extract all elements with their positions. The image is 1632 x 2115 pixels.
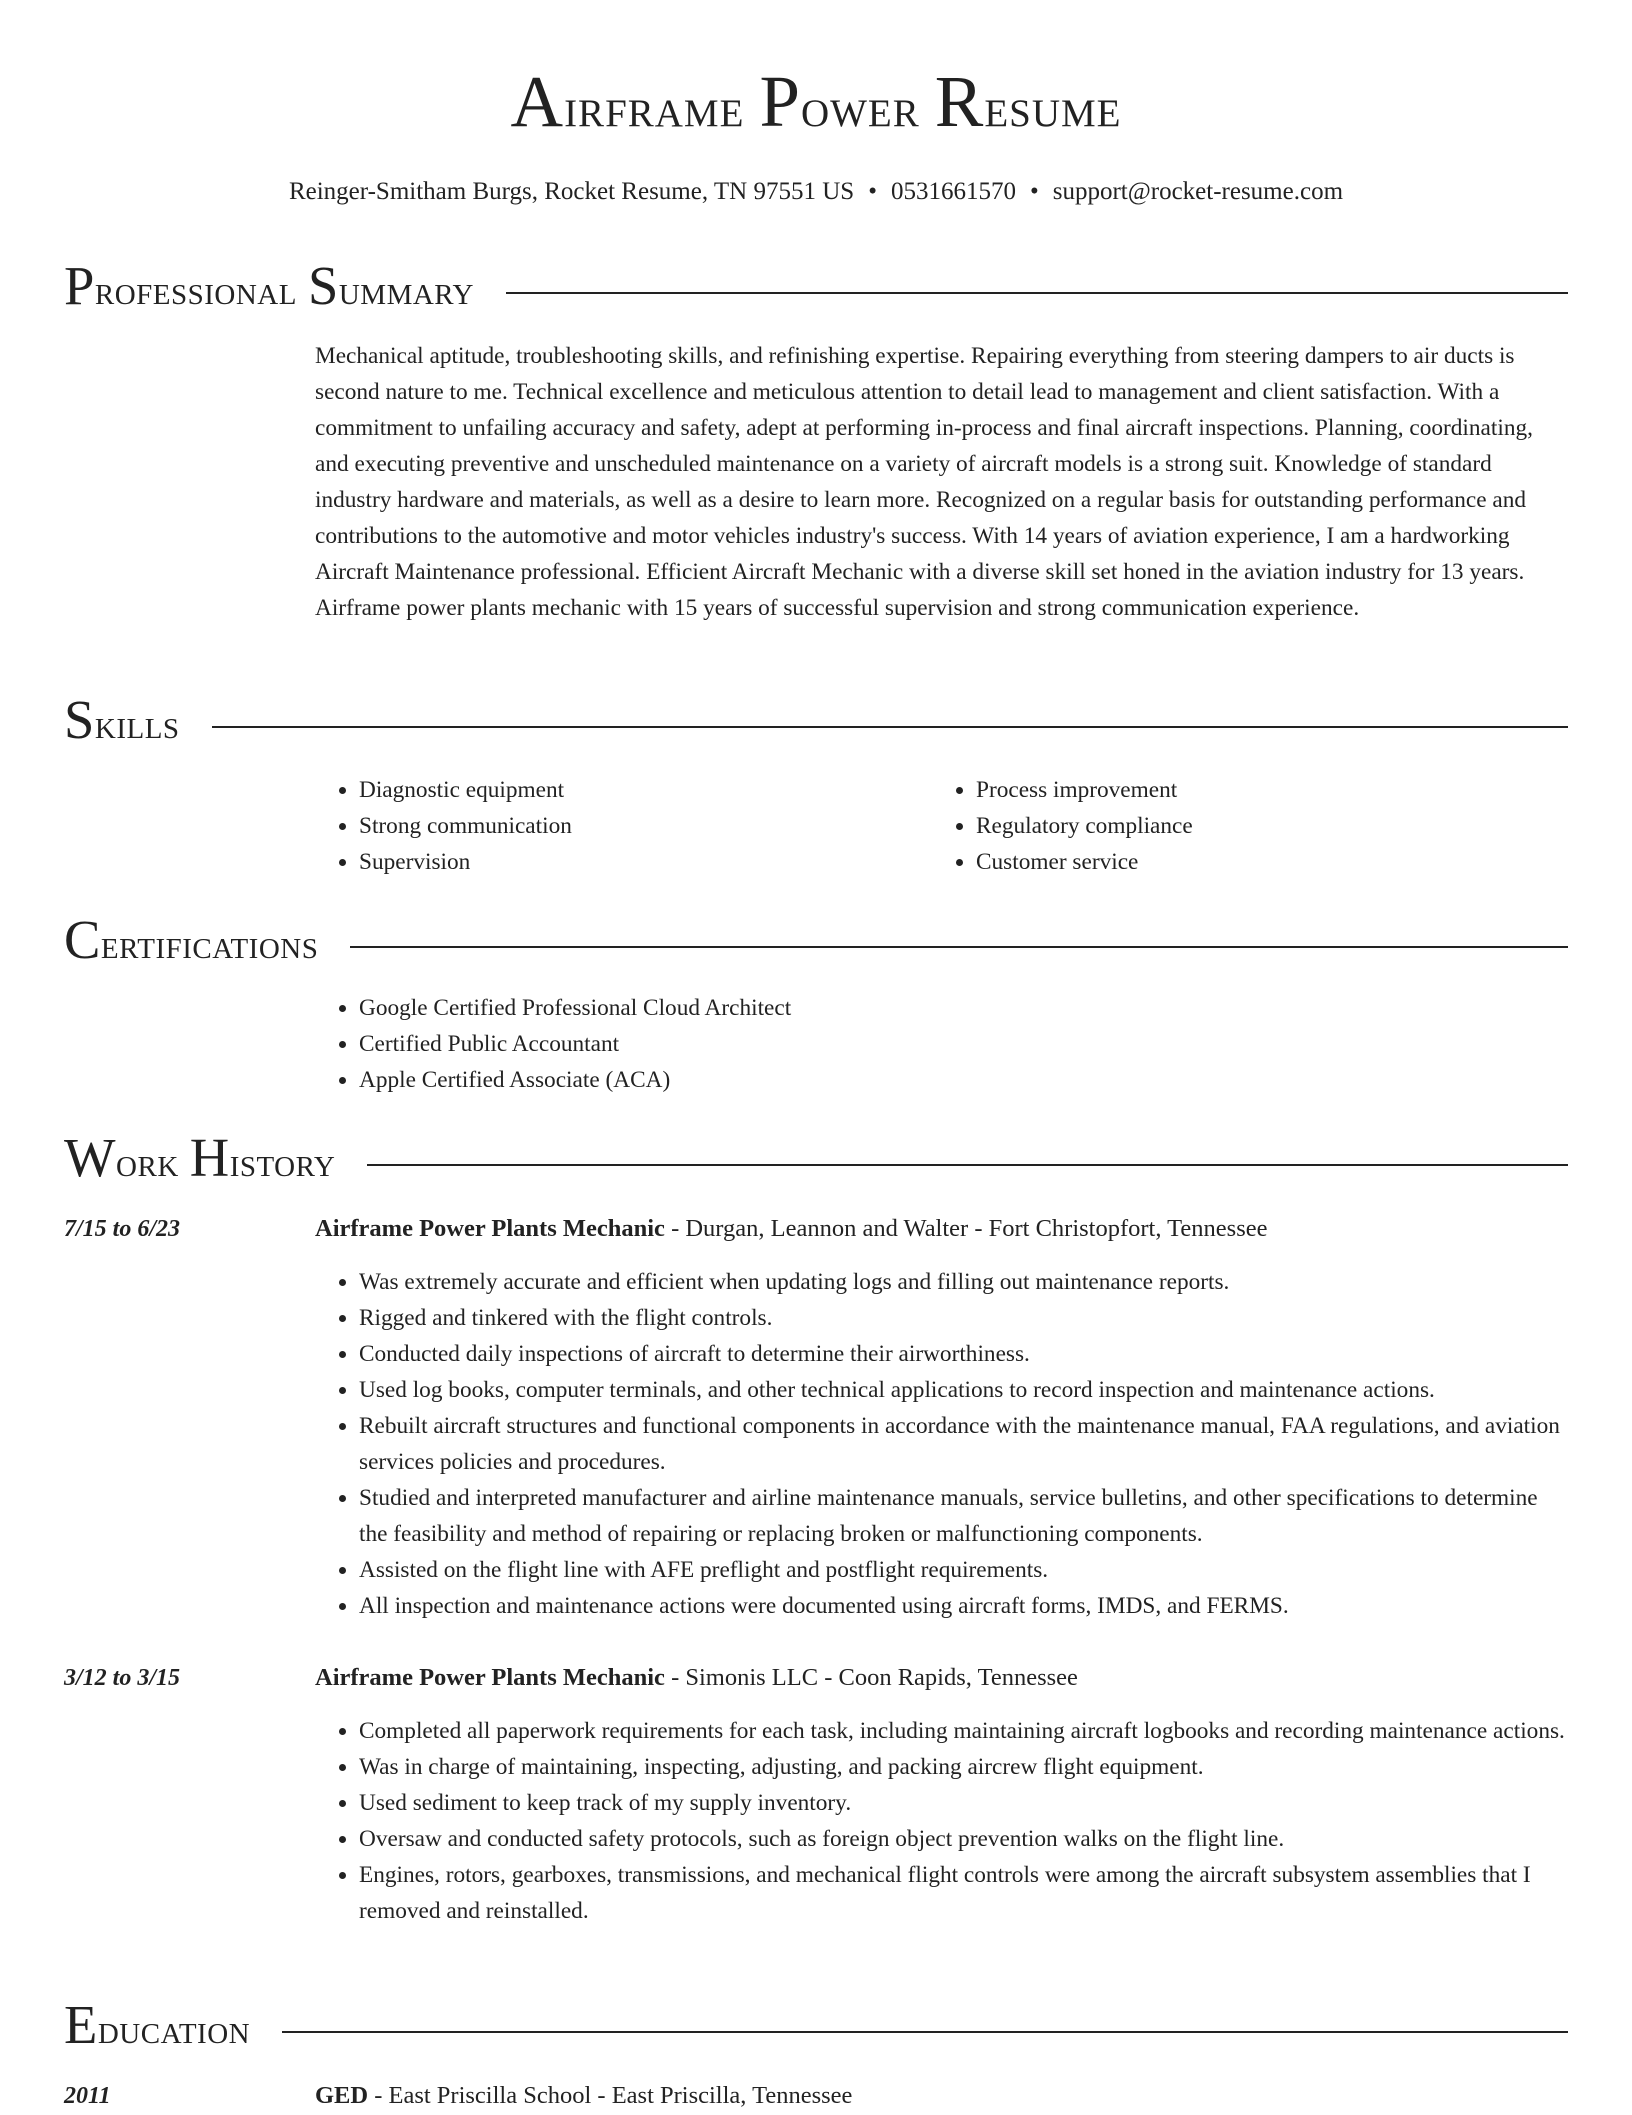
job-bullet: • Used sediment to keep track of my supply inventory. <box>359 1785 1568 1821</box>
skill-item: • Diagnostic equipment <box>359 772 875 808</box>
job-bullet: • Oversaw and conducted safety protocols, such as foreign object prevention walks on the flight line. <box>359 1821 1568 1857</box>
skill-item: • Supervision <box>359 844 875 880</box>
education-year: 2011 <box>64 2083 111 2109</box>
job-bullets <box>315 1713 1568 1929</box>
name-rest-3: esume <box>984 77 1122 139</box>
skills-column-left <box>315 772 875 880</box>
name-rest-1: irframe <box>564 77 745 139</box>
job-bullet: • Completed all paperwork requirements for each task, including maintaining aircraft logbooks and recording maintenance actions. <box>359 1713 1568 1749</box>
summary-text: Mechanical aptitude, troubleshooting skills, and refinishing expertise. Repairing everything from steering dampers to air ducts is second nature to me. Technical excellence and meticulous attention to detail lead to management and client satisfaction. With a commitment to unfailing accuracy and safety, adept at performing in-process and final aircraft inspections. Planning, coordinating, and executing preventive and unscheduled maintenance on a variety of aircraft models is a strong suit. Knowledge of standard industry hardware and materials, as well as a desire to learn more. Recognized on a regular basis for outstanding performance and contributions to the automotive and motor vehicles industry's success. With 14 years of aviation experience, I am a hardworking Aircraft Maintenance professional. Efficient Aircraft Mechanic with a diverse skill set honed in the aviation industry for 13 years. Airframe power plants mechanic with 15 years of successful supervision and strong communication experience. <box>315 343 1533 621</box>
section-title-education: Education <box>64 1993 251 2055</box>
skill-item: • Customer service <box>976 844 1492 880</box>
section-header-certifications <box>64 902 1568 982</box>
skills-column-right <box>932 772 1492 880</box>
skill-item: • Regulatory compliance <box>976 808 1492 844</box>
job-bullet: • All inspection and maintenance actions were documented using aircraft forms, IMDS, and FERMS. <box>359 1588 1568 1624</box>
job-bullet: • Rebuilt aircraft structures and functional components in accordance with the maintenance manual, FAA regulations, and aviation services policies and procedures. <box>359 1408 1568 1480</box>
name-initial-3: R <box>934 61 985 142</box>
job-title: Airframe Power Plants Mechanic <box>315 1215 665 1242</box>
section-title-work-history: Work History <box>64 1126 336 1188</box>
section-divider <box>506 292 1568 294</box>
job-bullet: • Used log books, computer terminals, and other technical applications to record inspection and maintenance actions. <box>359 1372 1568 1408</box>
job-dates: 3/12 to 3/15 <box>64 1665 181 1691</box>
section-divider <box>367 1164 1568 1166</box>
contact-separator: • <box>1029 178 1039 205</box>
job-bullet: • Conducted daily inspections of aircraft to determine their airworthiness. <box>359 1336 1568 1372</box>
job-title: Airframe Power Plants Mechanic <box>315 1664 665 1691</box>
section-header-skills <box>64 682 1568 762</box>
name-initial-1: A <box>510 61 565 142</box>
certifications-list <box>315 990 1315 1098</box>
skill-item: • Strong communication <box>359 808 875 844</box>
job-dates: 7/15 to 6/23 <box>64 1216 181 1242</box>
job-bullet: • Engines, rotors, gearboxes, transmissions, and mechanical flight controls were among the aircraft subsystem assemblies that I removed and reinstalled. <box>359 1857 1568 1929</box>
section-title-summary: Professional Summary <box>64 254 474 316</box>
name-initial-2: P <box>759 61 801 142</box>
section-header-summary <box>64 248 1568 328</box>
skill-item: • Process improvement <box>976 772 1492 808</box>
resume-name <box>0 54 1632 156</box>
section-header-education <box>64 1987 1568 2067</box>
section-header-work-history <box>64 1120 1568 1200</box>
section-divider <box>350 946 1568 948</box>
job-bullets <box>315 1264 1568 1624</box>
section-title-skills: Skills <box>64 688 180 750</box>
job-bullet: • Assisted on the flight line with AFE preflight and postflight requirements. <box>359 1552 1568 1588</box>
contact-line <box>0 172 1632 212</box>
education-details: - East Priscilla School - East Priscilla, Tennessee <box>368 2082 853 2109</box>
contact-phone: 0531661570 <box>890 178 1016 205</box>
job-bullet: • Studied and interpreted manufacturer and airline maintenance manuals, service bulletins, and other specifications to determine the feasibility and method of repairing or replacing broken or malfunctioning components. <box>359 1480 1568 1552</box>
section-divider <box>282 2031 1568 2033</box>
contact-email[interactable]: support@rocket-resume.com <box>1052 178 1344 205</box>
section-title-certifications: Certifications <box>64 908 319 970</box>
certification-item: • Apple Certified Associate (ACA) <box>359 1062 1315 1098</box>
certification-item: • Google Certified Professional Cloud Architect <box>359 990 1315 1026</box>
job-bullet: • Was extremely accurate and efficient when updating logs and filling out maintenance reports. <box>359 1264 1568 1300</box>
job-details: - Simonis LLC - Coon Rapids, Tennessee <box>664 1664 1078 1691</box>
contact-address: Reinger-Smitham Burgs, Rocket Resume, TN 97551 US <box>288 178 855 205</box>
name-rest-2: ower <box>800 77 920 139</box>
certification-item: • Certified Public Accountant <box>359 1026 1315 1062</box>
job-bullet: • Rigged and tinkered with the flight controls. <box>359 1300 1568 1336</box>
job-bullet: • Was in charge of maintaining, inspecting, adjusting, and packing aircrew flight equipment. <box>359 1749 1568 1785</box>
job-details: - Durgan, Leannon and Walter - Fort Christopfort, Tennessee <box>664 1215 1268 1242</box>
job-heading <box>315 1210 1568 1248</box>
contact-separator: • <box>868 178 877 205</box>
section-divider <box>212 726 1568 728</box>
job-heading <box>315 1659 1568 1697</box>
education-degree: GED <box>315 2082 369 2109</box>
education-heading <box>315 2077 1568 2115</box>
